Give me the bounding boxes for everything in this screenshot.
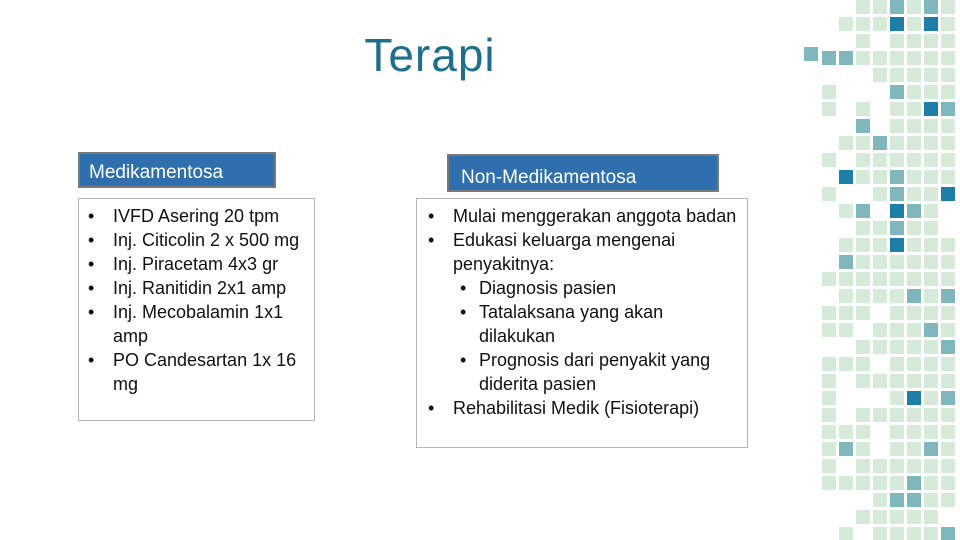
decorative-tile: [907, 493, 921, 507]
decorative-tile: [822, 391, 836, 405]
sublist-item-label: Prognosis dari penyakit yang diderita pasien: [479, 350, 711, 394]
decorative-tile: [873, 68, 887, 82]
decorative-tile: [890, 459, 904, 473]
decorative-tile: [907, 221, 921, 235]
decorative-tile: [907, 0, 921, 14]
decorative-tile: [890, 51, 904, 65]
decorative-tile: [873, 255, 887, 269]
decorative-tile: [839, 527, 853, 540]
decorative-tile: [873, 408, 887, 422]
decorative-tile: [890, 136, 904, 150]
decorative-tile: [890, 238, 904, 252]
decorative-tile: [873, 238, 887, 252]
decorative-tile: [907, 102, 921, 116]
non-medikamentosa-list: [421, 204, 743, 420]
decorative-tile: [924, 442, 938, 456]
non-medikamentosa-header: Non-Medikamentosa: [447, 154, 719, 192]
decorative-tile: [856, 136, 870, 150]
decorative-tile: [924, 68, 938, 82]
decorative-tile: [856, 459, 870, 473]
decorative-tile: [839, 170, 853, 184]
decorative-tile: [907, 306, 921, 320]
decorative-tile: [856, 357, 870, 371]
decorative-tile: [924, 289, 938, 303]
decorative-tile: [890, 187, 904, 201]
decorative-tile: [907, 272, 921, 286]
decorative-tile: [890, 476, 904, 490]
decorative-tile: [890, 119, 904, 133]
decorative-tile: [907, 357, 921, 371]
decorative-tile: [924, 238, 938, 252]
decorative-tile: [873, 0, 887, 14]
decorative-tile: [924, 136, 938, 150]
decorative-tile: [890, 221, 904, 235]
decorative-tile: [890, 357, 904, 371]
decorative-tile: [924, 340, 938, 354]
decorative-tile: [941, 51, 955, 65]
decorative-tile: [822, 272, 836, 286]
decorative-tile: [890, 527, 904, 540]
decorative-tile: [856, 255, 870, 269]
decorative-tile: [890, 255, 904, 269]
decorative-tile: [924, 17, 938, 31]
decorative-tile: [924, 34, 938, 48]
decorative-tile: [856, 510, 870, 524]
decorative-tile: [856, 0, 870, 14]
decorative-tile: [941, 119, 955, 133]
decorative-tile: [890, 204, 904, 218]
decorative-tile: [856, 119, 870, 133]
decorative-tile: [890, 493, 904, 507]
decorative-tile: [907, 17, 921, 31]
decorative-tile: [822, 306, 836, 320]
decorative-tile: [890, 102, 904, 116]
decorative-tile: [873, 459, 887, 473]
decorative-tile: [941, 442, 955, 456]
decorative-tile: [907, 391, 921, 405]
decorative-tile: [924, 51, 938, 65]
decorative-tile: [873, 221, 887, 235]
decorative-tile: [924, 408, 938, 422]
decorative-tile: [941, 374, 955, 388]
decorative-tile: [873, 51, 887, 65]
decorative-tile: [856, 340, 870, 354]
decorative-tile: [856, 238, 870, 252]
decorative-tile: [873, 153, 887, 167]
list-item: • Inj. Piracetam 4x3 gr: [85, 252, 308, 276]
decorative-tile: [839, 238, 853, 252]
list-item: [421, 228, 743, 276]
decorative-tile: [941, 68, 955, 82]
decorative-tile: [890, 170, 904, 184]
decorative-tile: [924, 187, 938, 201]
decorative-tile: [856, 476, 870, 490]
decorative-tile: [907, 187, 921, 201]
decorative-tile: [924, 204, 938, 218]
decorative-tile: [941, 85, 955, 99]
decorative-tile: [907, 238, 921, 252]
decorative-tile: [907, 425, 921, 439]
decorative-tile: [839, 136, 853, 150]
decorative-tile: [873, 17, 887, 31]
decorative-tile: [890, 323, 904, 337]
decorative-tile: [822, 357, 836, 371]
slide-title: Terapi: [364, 29, 496, 81]
decorative-tile: [924, 306, 938, 320]
decorative-tile: [924, 153, 938, 167]
decorative-tile: [941, 0, 955, 14]
decorative-tile: [890, 442, 904, 456]
sublist-item-label: Tatalaksana yang akan dilakukan: [479, 302, 664, 346]
decorative-tile: [856, 170, 870, 184]
decorative-tile: [941, 408, 955, 422]
decorative-tile: [873, 340, 887, 354]
list-item: • PO Candesartan 1x 16 mg: [85, 348, 308, 396]
decorative-tile: [839, 272, 853, 286]
sublist-item: [457, 300, 743, 348]
decorative-tile: [924, 374, 938, 388]
decorative-tile: [941, 391, 955, 405]
decorative-tile: [839, 255, 853, 269]
decorative-tile: [873, 493, 887, 507]
decorative-tile: [890, 340, 904, 354]
decorative-tile: [907, 153, 921, 167]
decorative-tile: [907, 408, 921, 422]
decorative-tile: [873, 510, 887, 524]
decorative-tile: [941, 255, 955, 269]
decorative-tile: [873, 272, 887, 286]
decorative-tile: [941, 272, 955, 286]
decorative-tile: [839, 425, 853, 439]
decorative-tile: [890, 34, 904, 48]
list-item: • IVFD Asering 20 tpm: [85, 204, 308, 228]
decorative-tile: [890, 306, 904, 320]
decorative-tile: [890, 0, 904, 14]
decorative-tile: [856, 204, 870, 218]
decorative-tile: [856, 221, 870, 235]
decorative-tile: [839, 357, 853, 371]
list-item: • Mulai menggerakan anggota badan: [421, 204, 743, 228]
decorative-tile: [873, 476, 887, 490]
decorative-tile: [822, 187, 836, 201]
decorative-tile: [856, 306, 870, 320]
decorative-tile: [856, 425, 870, 439]
decorative-tile: [941, 357, 955, 371]
sublist-container: [421, 276, 743, 396]
decorative-tile: [890, 425, 904, 439]
list-item: • Inj. Ranitidin 2x1 amp: [85, 276, 308, 300]
decorative-tile: [890, 391, 904, 405]
decorative-tile: [839, 476, 853, 490]
non-medikamentosa-list-box: [416, 198, 748, 448]
decorative-tile: [941, 102, 955, 116]
decorative-tile: [924, 102, 938, 116]
decorative-tile: [924, 527, 938, 540]
decorative-tile: [941, 476, 955, 490]
decorative-tile: [873, 527, 887, 540]
decorative-tile: [941, 136, 955, 150]
decorative-tile: [856, 289, 870, 303]
decorative-tile: [822, 374, 836, 388]
decorative-tile: [941, 459, 955, 473]
decorative-tile: [941, 170, 955, 184]
medikamentosa-header: Medikamentosa: [78, 152, 276, 188]
decorative-tile: [941, 34, 955, 48]
decorative-tile: [924, 510, 938, 524]
decorative-tile: [890, 153, 904, 167]
decorative-tile: [941, 527, 955, 540]
decorative-tile: [907, 459, 921, 473]
decorative-tile: [839, 306, 853, 320]
decorative-tile: [907, 85, 921, 99]
decorative-tile: [907, 136, 921, 150]
decorative-tile: [924, 476, 938, 490]
decorative-tile: [924, 391, 938, 405]
decorative-tile: [822, 323, 836, 337]
decorative-tile: [890, 85, 904, 99]
decorative-tile: [924, 425, 938, 439]
decorative-tile: [890, 408, 904, 422]
decorative-tile: [856, 374, 870, 388]
decorative-tile: [822, 476, 836, 490]
decorative-tile: [890, 289, 904, 303]
decorative-tile: [941, 187, 955, 201]
decorative-tile: [822, 442, 836, 456]
sublist-item-label: Diagnosis pasien: [479, 278, 617, 298]
list-item: • Inj. Mecobalamin 1x1 amp: [85, 300, 308, 348]
decorative-tile: [941, 340, 955, 354]
decorative-tile: [907, 68, 921, 82]
decorative-tile: [890, 374, 904, 388]
decorative-tile: [907, 510, 921, 524]
decorative-tile: [907, 34, 921, 48]
decorative-tile: [822, 459, 836, 473]
decorative-tile: [924, 255, 938, 269]
list-item: • Rehabilitasi Medik (Fisioterapi): [421, 396, 743, 420]
sublist-item: [457, 348, 743, 396]
decorative-tile: [924, 170, 938, 184]
decorative-tile: [856, 102, 870, 116]
decorative-tile: [839, 289, 853, 303]
decorative-tile: [873, 323, 887, 337]
decorative-tile: [907, 119, 921, 133]
decorative-tile: [873, 187, 887, 201]
decorative-tile: [941, 306, 955, 320]
decorative-tile: [924, 221, 938, 235]
decorative-tile: [890, 272, 904, 286]
decorative-tile: [822, 153, 836, 167]
decorative-tile: [873, 289, 887, 303]
decorative-tile: [924, 323, 938, 337]
decorative-tile: [907, 340, 921, 354]
medikamentosa-list: [85, 204, 308, 396]
decorative-tile: [907, 442, 921, 456]
decorative-tile: [907, 374, 921, 388]
decorative-tile: [839, 323, 853, 337]
decorative-tile: [941, 289, 955, 303]
decorative-tile: [907, 255, 921, 269]
decorative-tile: [924, 357, 938, 371]
decorative-tile: [924, 272, 938, 286]
decorative-tile: [873, 170, 887, 184]
decorative-tile: [856, 153, 870, 167]
decorative-tile: [924, 119, 938, 133]
decorative-tile: [941, 323, 955, 337]
list-item: • Inj. Citicolin 2 x 500 mg: [85, 228, 308, 252]
decorative-tile: [822, 85, 836, 99]
decorative-tile: [924, 459, 938, 473]
medikamentosa-list-box: [78, 198, 315, 421]
decorative-tile: [907, 204, 921, 218]
decorative-tile: [890, 510, 904, 524]
decorative-tile: [839, 442, 853, 456]
decorative-tile: [890, 68, 904, 82]
decorative-tile: [907, 289, 921, 303]
decorative-tile: [839, 204, 853, 218]
decorative-tile: [873, 136, 887, 150]
decorative-tile: [941, 17, 955, 31]
decorative-tile: [924, 0, 938, 14]
decorative-tile: [941, 425, 955, 439]
decorative-tile: [907, 51, 921, 65]
decorative-tile: [941, 493, 955, 507]
decorative-tile: [890, 17, 904, 31]
decorative-tile: [907, 476, 921, 490]
decorative-tile: [941, 238, 955, 252]
list-item-text: Edukasi keluarga mengenai penyakitnya:: [453, 230, 676, 274]
decorative-tile: [822, 102, 836, 116]
decorative-tile: [822, 425, 836, 439]
decorative-tile: [907, 170, 921, 184]
decorative-tile: [907, 323, 921, 337]
decorative-tile: [924, 493, 938, 507]
decorative-tile: [941, 153, 955, 167]
decorative-tile: [856, 408, 870, 422]
sublist-item: [457, 276, 743, 300]
decorative-tile: [856, 442, 870, 456]
decorative-tile: [856, 272, 870, 286]
decorative-tile: [873, 374, 887, 388]
decorative-tile: [924, 85, 938, 99]
decorative-tile: [907, 527, 921, 540]
decorative-tile: [822, 408, 836, 422]
